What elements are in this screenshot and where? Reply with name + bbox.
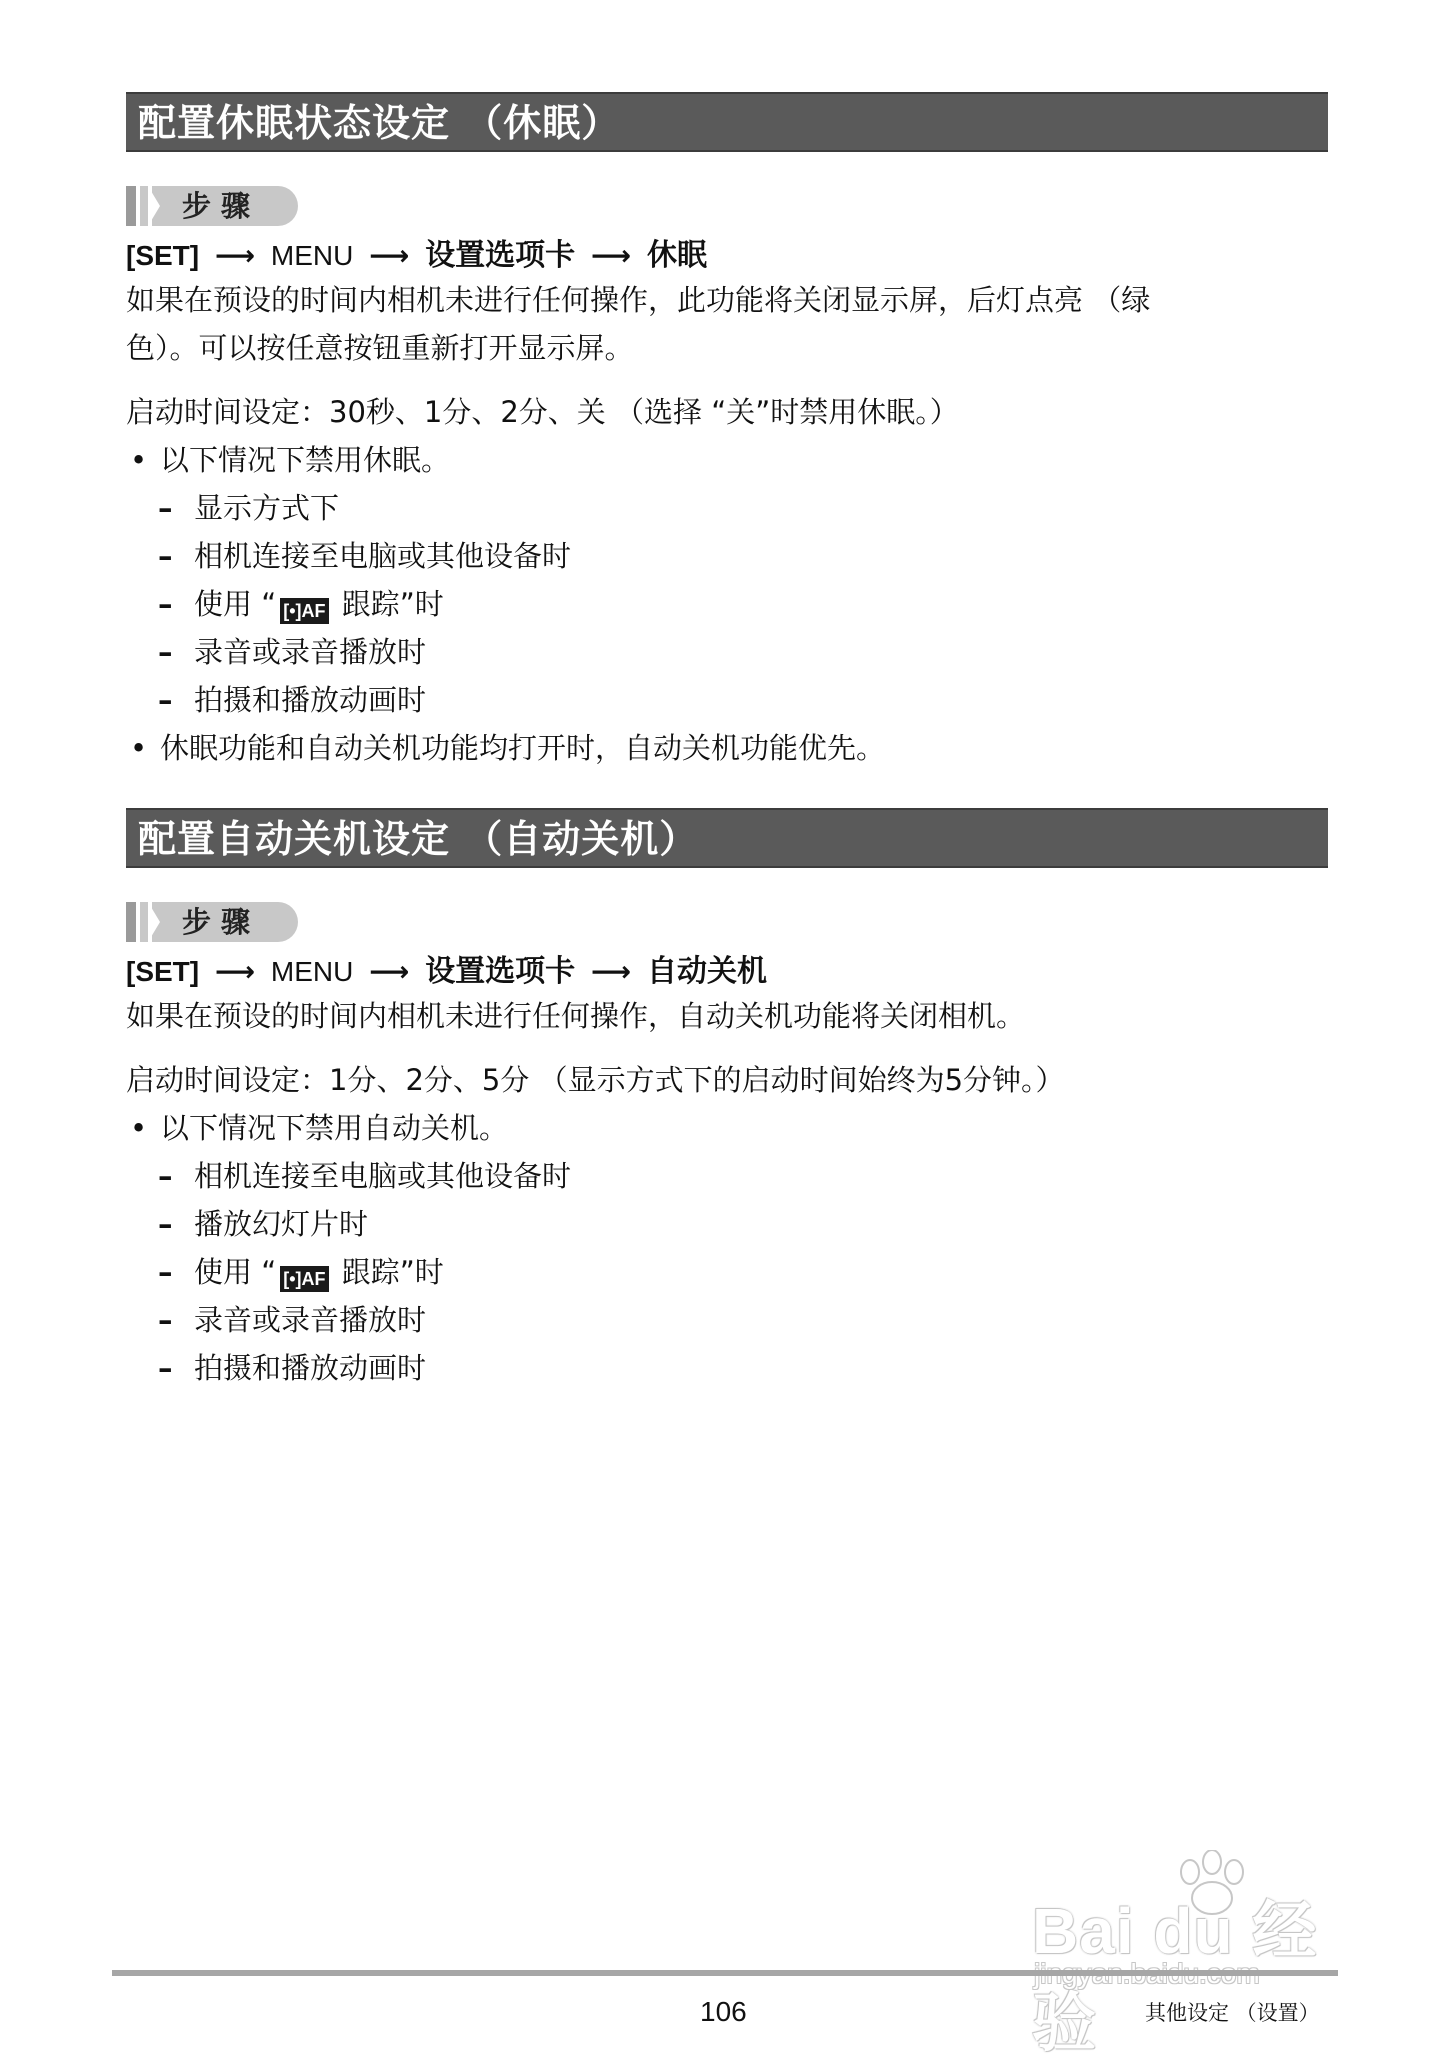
section-title: 配置休眠状态设定 （休眠） (138, 101, 621, 145)
time-setting: 启动时间设定：30秒、1分、2分、关 （选择 “关”时禁用休眠。） (126, 395, 959, 429)
dash-icon: – (158, 1351, 173, 1385)
dash-icon: – (158, 635, 173, 669)
sub-item (158, 676, 426, 724)
section-header-sleep (126, 92, 1328, 152)
sub-item-text: 显示方式下 (194, 491, 340, 525)
steps-label: 步骤 (182, 905, 261, 939)
description-line: 色）。可以按任意按钮重新打开显示屏。 (126, 331, 634, 365)
bullet-text: 以下情况下禁用休眠。 (160, 443, 451, 477)
set-key: [SET] (126, 240, 200, 271)
menu-key: MENU (270, 956, 354, 987)
af-tracking-icon: [•]AF (280, 598, 328, 624)
menu-item: 休眠 (647, 238, 707, 273)
sub-item (158, 1200, 368, 1248)
page-number: 106 (700, 1996, 747, 2027)
dash-icon: – (158, 683, 173, 717)
bullet-icon: • (130, 443, 148, 477)
dash-icon: – (158, 539, 173, 573)
sub-item-text: 拍摄和播放动画时 (194, 1351, 427, 1385)
steps-tag (126, 186, 298, 226)
sub-item (158, 1296, 426, 1344)
arrow-icon: ⟶ (369, 239, 410, 272)
sub-item-text: 使用 “ (194, 1255, 277, 1289)
arrow-icon: ⟶ (591, 955, 632, 988)
time-setting: 启动时间设定：1分、2分、5分 （显示方式下的启动时间始终为5分钟。） (126, 1063, 1065, 1097)
bullet-item (126, 436, 450, 484)
menu-path (126, 236, 707, 276)
dash-icon: – (158, 491, 173, 525)
sub-item-text: 拍摄和播放动画时 (194, 683, 427, 717)
arrow-icon: ⟶ (214, 239, 256, 272)
section-header-auto-power-off (126, 808, 1328, 868)
sub-item-text: 相机连接至电脑或其他设备时 (194, 1159, 572, 1193)
sub-item-text: 录音或录音播放时 (194, 635, 427, 669)
bullet-item (126, 1104, 508, 1152)
arrow-icon: ⟶ (369, 955, 410, 988)
menu-tab: 设置选项卡 (425, 238, 576, 273)
dash-icon: – (158, 1159, 173, 1193)
footer-divider (112, 1970, 1338, 1976)
dash-icon: – (158, 587, 173, 621)
steps-label: 步骤 (182, 189, 261, 223)
sub-item-text: 使用 “ (194, 587, 277, 621)
sub-item (158, 1344, 426, 1392)
sub-item (158, 532, 571, 580)
dash-icon: – (158, 1255, 173, 1289)
dash-icon: – (158, 1303, 173, 1337)
set-key: [SET] (126, 956, 200, 987)
arrow-icon: ⟶ (214, 955, 256, 988)
dash-icon: – (158, 1207, 173, 1241)
bullet-icon: • (130, 731, 148, 765)
bullet-text: 休眠功能和自动关机功能均打开时，自动关机功能优先。 (160, 731, 886, 765)
menu-path (126, 952, 767, 992)
footer-section-label: 其他设定 （设置） (1145, 2001, 1320, 2025)
menu-tab: 设置选项卡 (425, 954, 576, 989)
bullet-icon: • (130, 1111, 148, 1145)
steps-tag (126, 902, 298, 942)
sub-item-text: 录音或录音播放时 (194, 1303, 427, 1337)
menu-key: MENU (270, 240, 354, 271)
watermark-logo-text: Bai du 经验 (1032, 1895, 1318, 2059)
sub-item-text: 跟踪”时 (332, 587, 444, 621)
bullet-item (126, 724, 885, 772)
description-line: 如果在预设的时间内相机未进行任何操作，自动关机功能将关闭相机。 (126, 999, 1026, 1033)
sub-item (158, 628, 426, 676)
sub-item (158, 484, 339, 532)
sub-item-text: 播放幻灯片时 (194, 1207, 369, 1241)
arrow-icon: ⟶ (591, 239, 632, 272)
description-line: 如果在预设的时间内相机未进行任何操作，此功能将关闭显示屏，后灯点亮 （绿 (126, 283, 1151, 317)
section-title: 配置自动关机设定 （自动关机） (138, 817, 699, 861)
af-tracking-icon: [•]AF (280, 1266, 328, 1292)
menu-item: 自动关机 (647, 954, 767, 989)
sub-item (158, 580, 444, 628)
sub-item (158, 1248, 444, 1296)
sub-item-text: 相机连接至电脑或其他设备时 (194, 539, 572, 573)
sub-item-text: 跟踪”时 (332, 1255, 444, 1289)
bullet-text: 以下情况下禁用自动关机。 (160, 1111, 509, 1145)
sub-item (158, 1152, 571, 1200)
